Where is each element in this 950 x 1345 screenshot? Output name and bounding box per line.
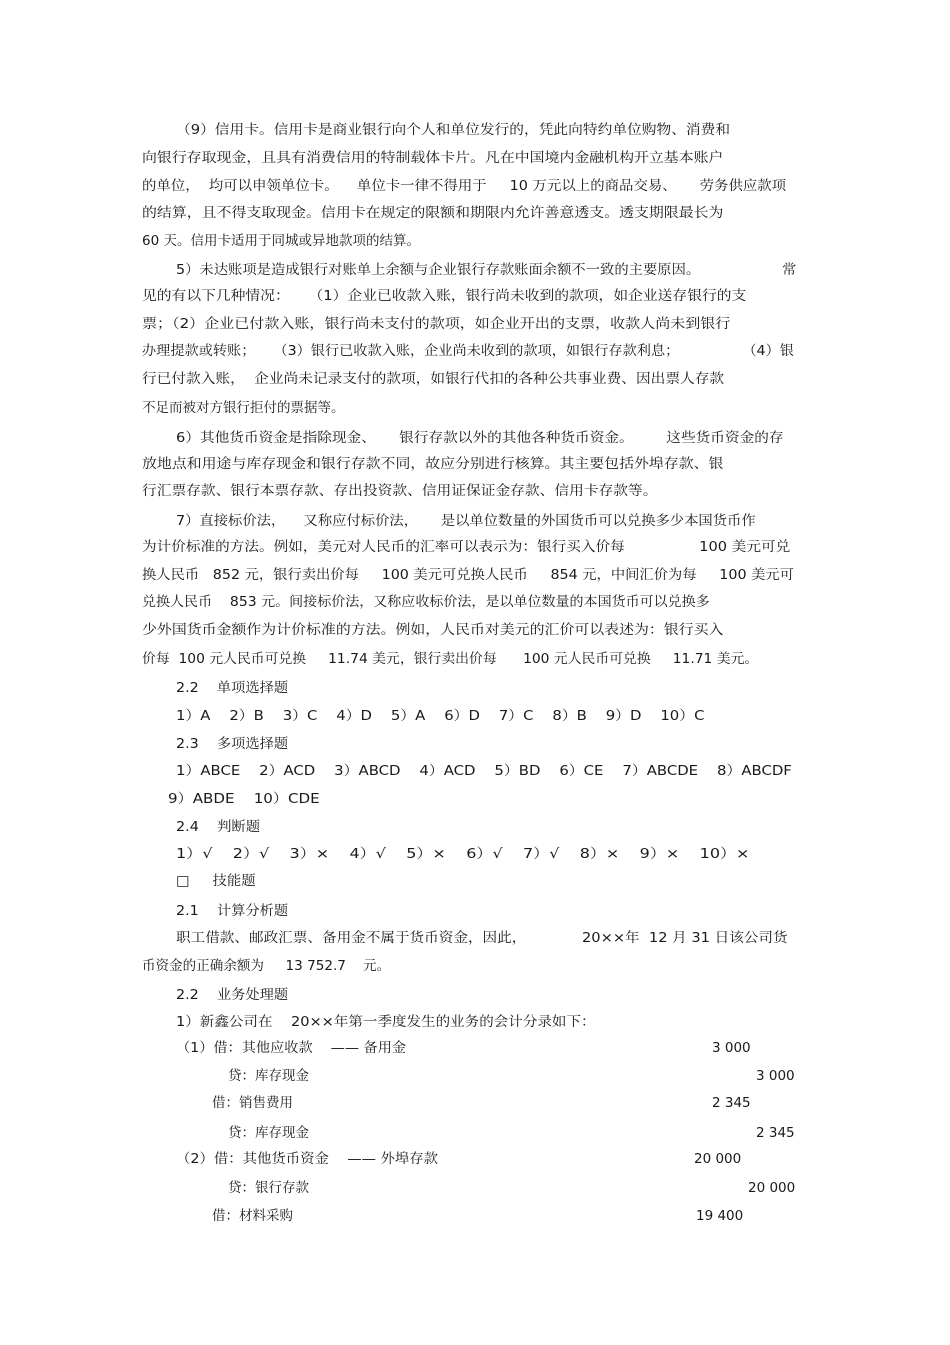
text-line: 2.2 业务处理题 bbox=[176, 987, 289, 1003]
text-line: 1）ABCE 2）ACD 3）ABCD 4）ACD 5）BD 6）CE 7）ABCDE 8）ABCDF bbox=[176, 763, 792, 779]
text-line: 2.1 计算分析题 bbox=[176, 903, 289, 919]
text-line: 1）√ 2）√ 3）× 4）√ 5）× 6）√ 7）√ 8）× 9）× 10）× bbox=[176, 846, 750, 862]
text-line: 3 000 bbox=[756, 1068, 795, 1084]
text-line: 3 000 bbox=[712, 1040, 751, 1056]
text-line: 票；（2）企业已付款入账，银行尚未支付的款项，如企业开出的支票，收款人尚未到银行 bbox=[142, 316, 731, 332]
text-line: 60 天。信用卡适用于同城或异地款项的结算。 bbox=[142, 233, 420, 249]
text-line: 5）未达账项是造成银行对账单上余额与企业银行存款账面余额不一致的主要原因。 常 bbox=[176, 262, 797, 278]
text-line: （1）借：其他应收款 —— 备用金 bbox=[176, 1040, 407, 1056]
text-line: 见的有以下几种情况： （1）企业已收款入账，银行尚未收到的款项，如企业送存银行的支 bbox=[142, 288, 747, 304]
text-line: 行已付款入账， 企业尚未记录支付的款项，如银行代扣的各种公共事业费、因出票人存款 bbox=[142, 371, 725, 387]
text-line: 1）A 2）B 3）C 4）D 5）A 6）D 7）C 8）B 9）D 10）C bbox=[176, 708, 705, 724]
text-line: 贷：库存现金 bbox=[228, 1125, 309, 1141]
text-line: 币资金的正确余额为 13 752.7 元。 bbox=[142, 958, 391, 974]
text-line: 借：销售费用 bbox=[212, 1095, 293, 1111]
text-line: □ 技能题 bbox=[176, 873, 256, 889]
text-line: 价每 100 元人民币可兑换 11.74 美元，银行卖出价每 100 元人民币可兑换 11.71 美元。 bbox=[142, 651, 759, 667]
text-line: 贷：银行存款 bbox=[228, 1180, 309, 1196]
text-line: 办理提款或转账； （3）银行已收款入账，企业尚未收到的款项，如银行存款利息； （4）银 bbox=[142, 343, 794, 359]
text-line: 为计价标准的方法。例如，美元对人民币的汇率可以表示为：银行买入价每 100 美元可兑 bbox=[142, 539, 791, 555]
text-line: 2.3 多项选择题 bbox=[176, 736, 289, 752]
text-line: （2）借：其他货币资金 —— 外埠存款 bbox=[176, 1151, 439, 1167]
text-line: 6）其他货币资金是指除现金、 银行存款以外的其他各种货币资金。 这些货币资金的存 bbox=[176, 430, 784, 446]
text-line: 2 345 bbox=[712, 1095, 751, 1111]
text-line: 1）新鑫公司在 20××年第一季度发生的业务的会计分录如下： bbox=[176, 1014, 596, 1030]
text-line: 2.2 单项选择题 bbox=[176, 680, 289, 696]
text-line: 9）ABDE 10）CDE bbox=[168, 791, 320, 807]
text-line: 20 000 bbox=[748, 1180, 796, 1196]
text-line: 放地点和用途与库存现金和银行存款不同，故应分别进行核算。其主要包括外埠存款、银 bbox=[142, 456, 724, 472]
text-line: 的单位， 均可以申领单位卡。 单位卡一律不得用于 10 万元以上的商品交易、 劳务供应款项 bbox=[142, 178, 787, 194]
text-line: 20 000 bbox=[694, 1151, 742, 1167]
text-line: 少外国货币金额作为计价标准的方法。例如，人民币对美元的汇价可以表述为：银行买入 bbox=[142, 622, 724, 638]
text-line: 2 345 bbox=[756, 1125, 795, 1141]
text-line: 兑换人民币 853 元。间接标价法，又称应收标价法，是以单位数量的本国货币可以兑换多 bbox=[142, 594, 710, 610]
text-line: 不足而被对方银行拒付的票据等。 bbox=[142, 400, 345, 416]
text-line: 向银行存取现金，且具有消费信用的特制载体卡片。凡在中国境内金融机构开立基本账户 bbox=[142, 150, 724, 166]
text-line: 19 400 bbox=[696, 1208, 744, 1224]
text-line: 7）直接标价法， 又称应付标价法， 是以单位数量的外国货币可以兑换多少本国货币作 bbox=[176, 513, 756, 529]
text-line: 行汇票存款、银行本票存款、存出投资款、信用证保证金存款、信用卡存款等。 bbox=[142, 483, 658, 499]
text-line: 的结算，且不得支取现金。信用卡在规定的限额和期限内允许善意透支。透支期限最长为 bbox=[142, 205, 724, 221]
text-line: 职工借款、邮政汇票、备用金不属于货币资金，因此， 20××年 12 月 31 日该公司货 bbox=[176, 930, 788, 946]
text-line: 借：材料采购 bbox=[212, 1208, 293, 1224]
text-line: 换人民币 852 元，银行卖出价每 100 美元可兑换人民币 854 元，中间汇价为每 100 美元可 bbox=[142, 567, 794, 583]
text-line: 贷：库存现金 bbox=[228, 1068, 309, 1084]
text-line: 2.4 判断题 bbox=[176, 819, 261, 835]
text-line: （9）信用卡。信用卡是商业银行向个人和单位发行的，凭此向特约单位购物、消费和 bbox=[176, 122, 731, 138]
